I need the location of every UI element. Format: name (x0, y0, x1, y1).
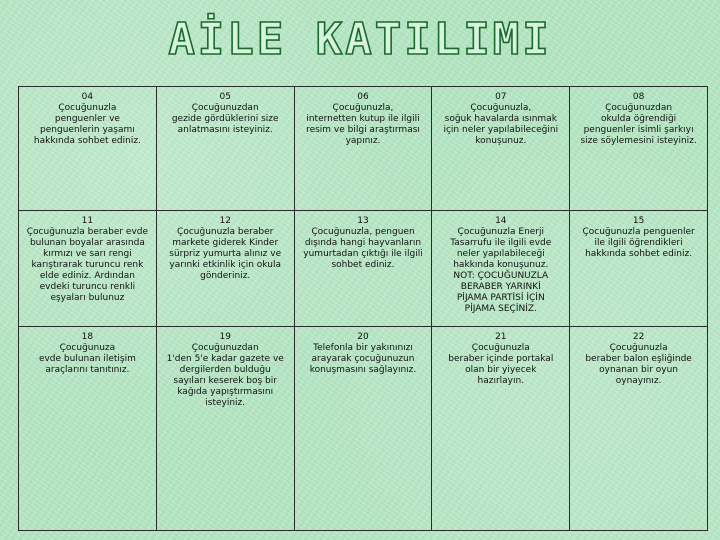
day-number: 13 (357, 216, 369, 226)
day-number: 15 (632, 216, 645, 226)
activity-text: Çocuğunuzla penguenler ile ilgili öğrendikleri hakkında sohbet ediniz. (582, 227, 695, 259)
activity-text: Çocuğunuzla, internetten kutup ile ilgili resim ve bilgi araştırması yapınız. (306, 103, 420, 146)
day-number: 11 (81, 216, 94, 226)
calendar-week-row (19, 211, 708, 327)
activity-calendar (18, 86, 708, 531)
calendar-cell (432, 211, 570, 327)
activity-text: Telefonla bir yakınınızı arayarak çocuğunuzun konuşmasını sağlayınız. (309, 343, 417, 375)
activity-text: Çocuğunuzla beraber markete giderek Kinder sürpriz yumurta alınız ve yarınki etkinlik için okula gönderiniz. (169, 227, 282, 281)
day-number: 12 (219, 216, 231, 226)
day-number: 14 (495, 216, 507, 226)
calendar-cell (570, 87, 708, 211)
day-number: 20 (357, 332, 369, 342)
calendar-cell (156, 87, 294, 211)
calendar-week-row (19, 327, 708, 531)
activity-text: Çocuğunuzla beraber içinde portakal olan bir yiyecek hazırlayın. (448, 343, 554, 386)
calendar-cell (432, 87, 570, 211)
calendar-cell (156, 327, 294, 531)
calendar-cell (570, 211, 708, 327)
activity-text: Çocuğunuzla beraber balon eşliğinde oynanan bir oyun oynayınız. (585, 343, 692, 386)
activity-text: Çocuğunuza evde bulunan iletişim araçlarını tanıtınız. (38, 343, 136, 375)
activity-text: Çocuğunuzdan 1'den 5'e kadar gazete ve dergilerden bulduğu sayıları keserek boş bir kağıda yapıştırmasını isteyiniz. (166, 343, 284, 408)
calendar-cell (19, 87, 157, 211)
calendar-week-row (19, 87, 708, 211)
day-number: 18 (81, 332, 94, 342)
activity-text: Çocuğunuzla, penguen dışında hangi hayvanların yumurtadan çıktığı ile ilgili sohbet ediniz. (303, 227, 423, 270)
day-number: 04 (81, 92, 94, 102)
calendar-cell (294, 87, 432, 211)
activity-text: Çocuğunuzla Enerji Tasarrufu ile ilgili evde neler yapılabileceği hakkında konuşunuz. NOT: ÇOCUĞUNUZLA BERABER YARINKİ PİJAMA PARTİSİ İÇİN PİJAMA SEÇİNİZ. (450, 227, 552, 314)
calendar-cell (156, 211, 294, 327)
calendar-cell (294, 211, 432, 327)
day-number: 21 (495, 332, 507, 342)
day-number: 08 (632, 92, 645, 102)
day-number: 05 (219, 92, 231, 102)
activity-text: Çocuğunuzdan gezide gördüklerini size anlatmasını isteyiniz. (171, 103, 279, 135)
day-number: 06 (357, 92, 369, 102)
calendar-cell (19, 327, 157, 531)
day-number: 07 (495, 92, 507, 102)
day-number: 19 (219, 332, 231, 342)
calendar-cell (432, 327, 570, 531)
day-number: 22 (632, 332, 645, 342)
activity-text: Çocuğunuzdan okulda öğrendiği penguenler isimli şarkıyı size söylemesini isteyiniz. (580, 103, 697, 146)
calendar-cell (570, 327, 708, 531)
calendar-cell (294, 327, 432, 531)
activity-text: Çocuğunuzla beraber evde bulunan boyalar arasında kırmızı ve sarı rengi karıştırarak turuncu renk elde ediniz. Ardından evdeki turuncu renkli eşyaları bulunuz (26, 227, 149, 303)
page-title: AİLE KATILIMI (168, 14, 552, 65)
activity-text: Çocuğunuzla, soğuk havalarda ısınmak için neler yapılabileceğini konuşunuz. (443, 103, 559, 146)
calendar-cell (19, 211, 157, 327)
activity-text: Çocuğunuzla penguenler ve penguenlerin yaşamı hakkında sohbet ediniz. (33, 103, 141, 146)
